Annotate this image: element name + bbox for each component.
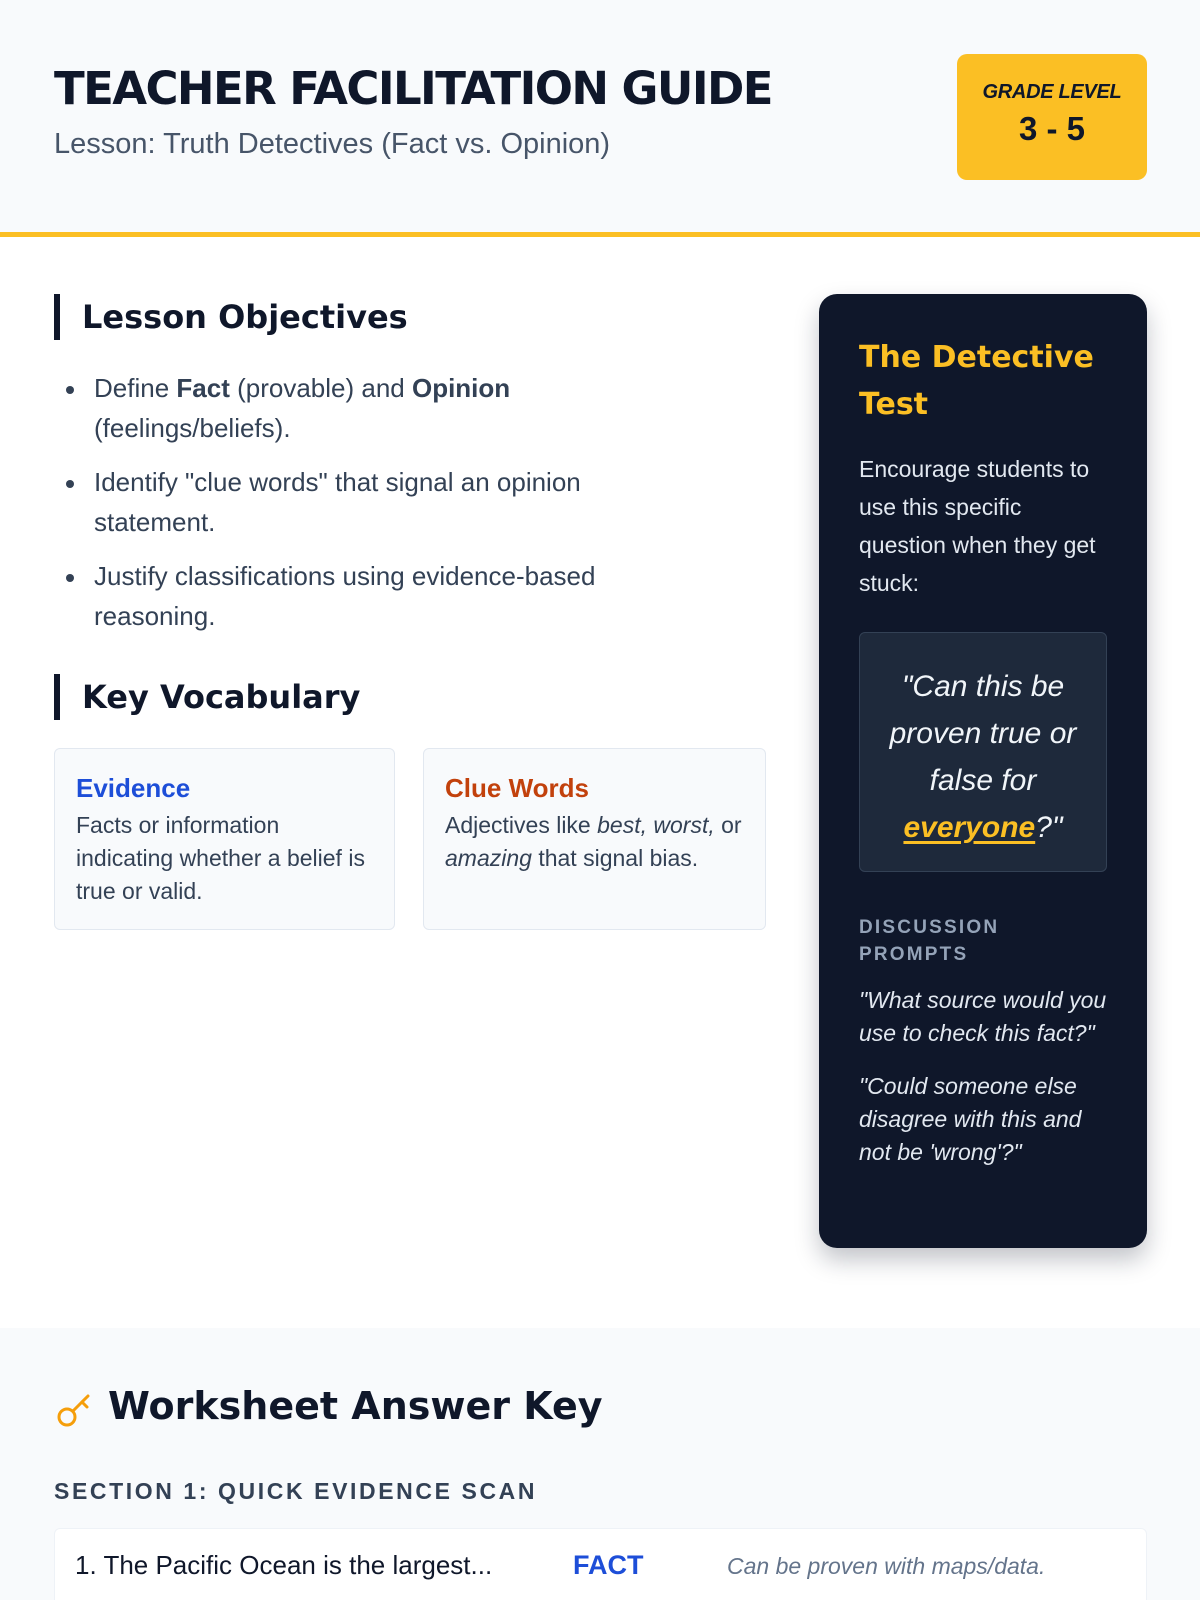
grade-level-value: 3 - 5 — [1018, 110, 1086, 147]
quote-text: "Can this be proven true or false for — [889, 670, 1077, 797]
discussion-prompts-label: DISCUSSION PROMPTS — [859, 917, 1000, 965]
lesson-subtitle: Lesson: Truth Detectives (Fact vs. Opinion) — [54, 128, 611, 160]
quote-emphasis: everyone — [903, 811, 1036, 844]
panel-title: The Detective Test — [859, 340, 1094, 422]
objective-item: Identify "clue words" that signal an opinion statement. — [64, 462, 704, 542]
detective-test-panel — [819, 294, 1147, 1248]
vocab-definition: Facts or information indicating whether a belief is true or valid. — [76, 812, 365, 904]
objective-term-opinion: Opinion — [411, 373, 511, 403]
answer-question: 1. The Pacific Ocean is the largest... — [75, 1550, 493, 1580]
answer-key-section — [0, 1328, 1200, 1600]
discussion-prompt: "Could someone else disagree with this and not be 'wrong'?" — [859, 1073, 1082, 1165]
vocab-def-text: or — [714, 812, 742, 838]
objectives-heading: Lesson Objectives — [54, 294, 408, 340]
answer-row — [54, 1528, 1147, 1600]
objective-text: Define — [94, 373, 177, 403]
key-icon — [54, 1391, 94, 1431]
objectives-list — [64, 368, 704, 650]
vocab-example-words: best, worst, — [597, 812, 715, 838]
vocab-def-text: Adjectives like — [445, 812, 598, 838]
discussion-prompt: "What source would you use to check this fact?" — [859, 987, 1107, 1046]
objective-item — [64, 368, 704, 448]
vocab-card-evidence — [54, 748, 395, 930]
grade-level-label: GRADE LEVEL — [982, 81, 1122, 103]
detective-question — [874, 663, 1092, 851]
page-title: TEACHER FACILITATION GUIDE — [54, 62, 772, 115]
vocab-example-word: amazing — [445, 845, 532, 871]
vocab-term: Clue Words — [445, 773, 589, 803]
quote-text: ?" — [1035, 811, 1063, 844]
answer-note: Can be proven with maps/data. — [727, 1553, 1046, 1579]
answer-key-title: Worksheet Answer Key — [108, 1384, 603, 1428]
detective-question-box — [859, 632, 1107, 872]
objective-term-fact: Fact — [176, 373, 230, 403]
answer-label: FACT — [573, 1550, 644, 1580]
objective-item: Justify classifications using evidence-based reasoning. — [64, 556, 704, 636]
objective-text: (feelings/beliefs). — [94, 413, 291, 443]
vocab-def-text: that signal bias. — [531, 845, 699, 871]
vocabulary-heading: Key Vocabulary — [54, 674, 360, 720]
panel-intro: Encourage students to use this specific question when they get stuck: — [859, 456, 1096, 596]
vocab-card-clue-words — [423, 748, 766, 930]
vocab-term: Evidence — [76, 773, 191, 803]
page-header — [0, 0, 1200, 237]
answer-key-section-label: SECTION 1: QUICK EVIDENCE SCAN — [54, 1478, 538, 1504]
objective-text: (provable) and — [229, 373, 412, 403]
grade-level-badge — [957, 54, 1147, 180]
vocab-definition — [445, 809, 745, 875]
